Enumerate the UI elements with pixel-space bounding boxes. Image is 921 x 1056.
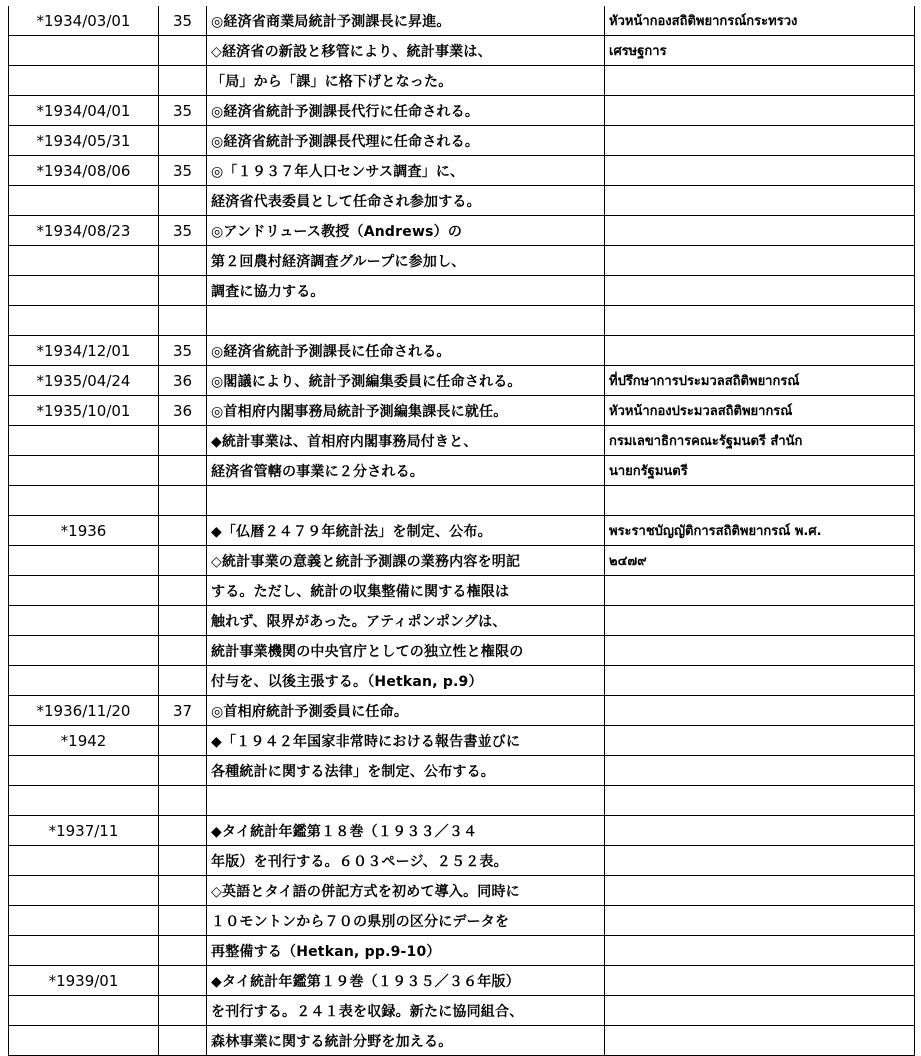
japanese-text-cell: 「局」から「課」に格下げとなった。 — [207, 66, 605, 96]
table-row — [9, 726, 915, 756]
japanese-text-cell: ◎首相府内閣事務局統計予測編集課長に就任。 — [207, 396, 605, 426]
date-cell: *1934/04/01 — [9, 96, 159, 126]
date-cell — [9, 186, 159, 216]
table-row — [9, 66, 915, 96]
japanese-text-cell: １０モントンから７０の県別の区分にデータを — [207, 906, 605, 936]
age-cell — [159, 996, 207, 1026]
age-cell — [159, 876, 207, 906]
thai-text-cell — [605, 816, 915, 846]
date-cell: *1939/01 — [9, 966, 159, 996]
age-cell — [159, 666, 207, 696]
thai-text-cell — [605, 576, 915, 606]
table-row — [9, 426, 915, 456]
table-row — [9, 516, 915, 546]
date-cell — [9, 486, 159, 516]
thai-text-cell — [605, 846, 915, 876]
age-cell: 35 — [159, 216, 207, 246]
chronology-body — [9, 6, 915, 1056]
japanese-text-cell: ◇英語とタイ語の併記方式を初めて導入。同時に — [207, 876, 605, 906]
date-cell: *1936/11/20 — [9, 696, 159, 726]
japanese-text-cell — [207, 786, 605, 816]
thai-text-cell — [605, 156, 915, 186]
date-cell: *1934/08/06 — [9, 156, 159, 186]
table-row — [9, 966, 915, 996]
age-cell: 35 — [159, 96, 207, 126]
japanese-text-cell: ◎経済省統計予測課長に任命される。 — [207, 336, 605, 366]
thai-text-cell — [605, 336, 915, 366]
thai-text-cell — [605, 756, 915, 786]
thai-text-cell — [605, 1026, 915, 1056]
age-cell — [159, 756, 207, 786]
thai-text-cell — [605, 996, 915, 1026]
table-row — [9, 876, 915, 906]
japanese-text-cell: ◎「１９３７年人口センサス調査」に、 — [207, 156, 605, 186]
age-cell — [159, 66, 207, 96]
thai-text-cell — [605, 246, 915, 276]
japanese-text-cell: 各種統計に関する法律」を制定、公布する。 — [207, 756, 605, 786]
age-cell: 37 — [159, 696, 207, 726]
age-cell — [159, 186, 207, 216]
japanese-text-cell: 再整備する（Hetkan, pp.9-10） — [207, 936, 605, 966]
date-cell: *1934/12/01 — [9, 336, 159, 366]
thai-text-cell — [605, 786, 915, 816]
japanese-text-cell: ◆タイ統計年鑑第１８巻（１９３３／３４ — [207, 816, 605, 846]
table-row — [9, 186, 915, 216]
japanese-text-cell: ◇経済省の新設と移管により、統計事業は、 — [207, 36, 605, 66]
table-row — [9, 906, 915, 936]
table-row — [9, 816, 915, 846]
date-cell — [9, 456, 159, 486]
table-row — [9, 576, 915, 606]
age-cell — [159, 426, 207, 456]
date-cell: *1937/11 — [9, 816, 159, 846]
table-row — [9, 756, 915, 786]
thai-text-cell — [605, 66, 915, 96]
japanese-text-cell: ◆「１９４２年国家非常時における報告書並びに — [207, 726, 605, 756]
date-cell — [9, 246, 159, 276]
thai-text-cell — [605, 726, 915, 756]
age-cell — [159, 1026, 207, 1056]
japanese-text-cell: ◆「仏暦２４７９年統計法」を制定、公布。 — [207, 516, 605, 546]
age-cell — [159, 936, 207, 966]
japanese-text-cell: 触れず、限界があった。アティポンポングは、 — [207, 606, 605, 636]
date-cell: *1935/04/24 — [9, 366, 159, 396]
table-row — [9, 846, 915, 876]
japanese-text-cell: ◎首相府統計予測委員に任命。 — [207, 696, 605, 726]
age-cell — [159, 846, 207, 876]
date-cell — [9, 906, 159, 936]
thai-text-cell: พระราชบัญญัติการสถิติพยากรณ์ พ.ศ. — [605, 516, 915, 546]
japanese-text-cell: 年版）を刊行する。６０３ページ、２５２表。 — [207, 846, 605, 876]
age-cell — [159, 546, 207, 576]
age-cell — [159, 786, 207, 816]
age-cell: 35 — [159, 156, 207, 186]
table-row — [9, 306, 915, 336]
japanese-text-cell: 統計事業機関の中央官庁としての独立性と権限の — [207, 636, 605, 666]
date-cell — [9, 606, 159, 636]
thai-text-cell: หัวหน้ากองสถิติพยากรณ์กระทรวง — [605, 6, 915, 36]
date-cell — [9, 996, 159, 1026]
japanese-text-cell: ◆タイ統計年鑑第１９巻（１９３５／３６年版） — [207, 966, 605, 996]
thai-text-cell — [605, 876, 915, 906]
table-row — [9, 276, 915, 306]
age-cell — [159, 726, 207, 756]
age-cell — [159, 126, 207, 156]
date-cell — [9, 846, 159, 876]
japanese-text-cell: 第２回農村経済調査グループに参加し、 — [207, 246, 605, 276]
age-cell — [159, 306, 207, 336]
age-cell: 35 — [159, 336, 207, 366]
japanese-text-cell: する。ただし、統計の収集整備に関する権限は — [207, 576, 605, 606]
date-cell — [9, 666, 159, 696]
thai-text-cell: เศรษฐการ — [605, 36, 915, 66]
age-cell — [159, 516, 207, 546]
japanese-text-cell: ◆統計事業は、首相府内閣事務局付きと、 — [207, 426, 605, 456]
date-cell — [9, 276, 159, 306]
thai-text-cell — [605, 96, 915, 126]
thai-text-cell — [605, 906, 915, 936]
date-cell — [9, 306, 159, 336]
japanese-text-cell: ◎経済省統計予測課長代理に任命される。 — [207, 126, 605, 156]
table-row — [9, 606, 915, 636]
date-cell: *1935/10/01 — [9, 396, 159, 426]
age-cell — [159, 486, 207, 516]
japanese-text-cell: ◎閣議により、統計予測編集委員に任命される。 — [207, 366, 605, 396]
thai-text-cell — [605, 486, 915, 516]
date-cell: *1934/05/31 — [9, 126, 159, 156]
table-row — [9, 6, 915, 36]
thai-text-cell — [605, 306, 915, 336]
thai-text-cell: หัวหน้ากองประมวลสถิติพยากรณ์ — [605, 396, 915, 426]
japanese-text-cell: ◇統計事業の意義と統計予測課の業務内容を明記 — [207, 546, 605, 576]
thai-text-cell — [605, 606, 915, 636]
age-cell — [159, 576, 207, 606]
japanese-text-cell: を刊行する。２４１表を収録。新たに協同組合、 — [207, 996, 605, 1026]
thai-text-cell — [605, 696, 915, 726]
thai-text-cell — [605, 936, 915, 966]
table-row — [9, 156, 915, 186]
japanese-text-cell — [207, 486, 605, 516]
date-cell — [9, 786, 159, 816]
age-cell — [159, 636, 207, 666]
table-row — [9, 456, 915, 486]
age-cell — [159, 966, 207, 996]
japanese-text-cell: 調査に協力する。 — [207, 276, 605, 306]
table-row — [9, 666, 915, 696]
thai-text-cell — [605, 276, 915, 306]
thai-text-cell: กรมเลขาธิการคณะรัฐมนตรี สำนัก — [605, 426, 915, 456]
thai-text-cell — [605, 636, 915, 666]
table-row — [9, 696, 915, 726]
table-row — [9, 216, 915, 246]
table-row — [9, 546, 915, 576]
japanese-text-cell: 付与を、以後主張する。（Hetkan, p.9） — [207, 666, 605, 696]
table-row — [9, 96, 915, 126]
date-cell — [9, 756, 159, 786]
thai-text-cell: ๒๔๗๙ — [605, 546, 915, 576]
age-cell: 35 — [159, 6, 207, 36]
japanese-text-cell — [207, 306, 605, 336]
age-cell — [159, 276, 207, 306]
thai-text-cell — [605, 186, 915, 216]
age-cell — [159, 606, 207, 636]
age-cell: 36 — [159, 366, 207, 396]
table-row — [9, 396, 915, 426]
table-row — [9, 366, 915, 396]
date-cell — [9, 66, 159, 96]
thai-text-cell — [605, 216, 915, 246]
age-cell — [159, 456, 207, 486]
date-cell: *1934/08/23 — [9, 216, 159, 246]
table-row — [9, 126, 915, 156]
table-row — [9, 636, 915, 666]
thai-text-cell: ที่ปรึกษาการประมวลสถิติพยากรณ์ — [605, 366, 915, 396]
table-row — [9, 246, 915, 276]
age-cell — [159, 816, 207, 846]
thai-text-cell: นายกรัฐมนตรี — [605, 456, 915, 486]
thai-text-cell — [605, 666, 915, 696]
table-row — [9, 996, 915, 1026]
date-cell — [9, 1026, 159, 1056]
age-cell — [159, 246, 207, 276]
thai-text-cell — [605, 126, 915, 156]
date-cell — [9, 36, 159, 66]
japanese-text-cell: ◎経済省商業局統計予測課長に昇進。 — [207, 6, 605, 36]
date-cell — [9, 876, 159, 906]
date-cell — [9, 636, 159, 666]
japanese-text-cell: ◎アンドリュース教授（Andrews）の — [207, 216, 605, 246]
chronology-table — [8, 6, 915, 1056]
age-cell — [159, 906, 207, 936]
table-row — [9, 1026, 915, 1056]
japanese-text-cell: ◎経済省統計予測課長代行に任命される。 — [207, 96, 605, 126]
table-row — [9, 486, 915, 516]
age-cell — [159, 36, 207, 66]
age-cell: 36 — [159, 396, 207, 426]
date-cell: *1942 — [9, 726, 159, 756]
japanese-text-cell: 経済省管轄の事業に２分される。 — [207, 456, 605, 486]
date-cell: *1934/03/01 — [9, 6, 159, 36]
table-row — [9, 336, 915, 366]
japanese-text-cell: 森林事業に関する統計分野を加える。 — [207, 1026, 605, 1056]
date-cell — [9, 546, 159, 576]
table-row — [9, 36, 915, 66]
date-cell: *1936 — [9, 516, 159, 546]
japanese-text-cell: 経済省代表委員として任命され参加する。 — [207, 186, 605, 216]
table-row — [9, 786, 915, 816]
date-cell — [9, 576, 159, 606]
thai-text-cell — [605, 966, 915, 996]
table-row — [9, 936, 915, 966]
date-cell — [9, 936, 159, 966]
date-cell — [9, 426, 159, 456]
